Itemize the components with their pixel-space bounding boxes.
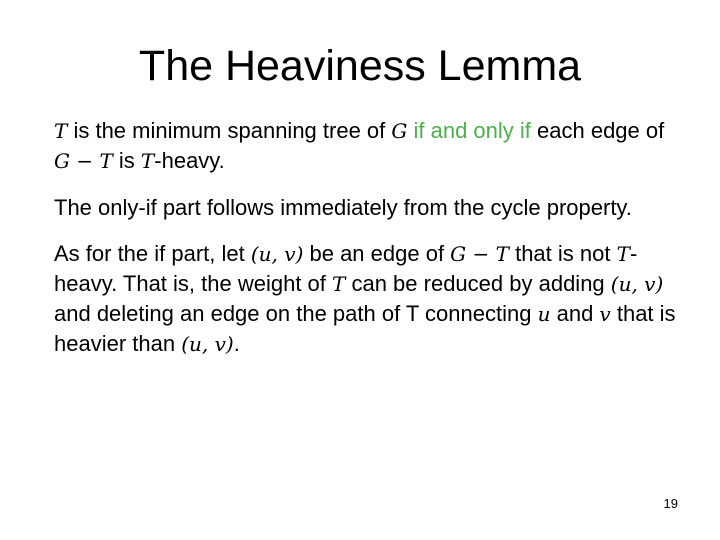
math-text: G − T <box>450 242 509 266</box>
body-text: The only-if part follows immediately from the cycle property. <box>54 195 632 220</box>
math-text: v <box>599 302 611 326</box>
body-text: -heavy. That is, the weight of <box>54 241 638 296</box>
body-text: and <box>550 301 600 326</box>
page-number: 19 <box>663 496 678 511</box>
body-text: is <box>112 148 141 173</box>
body-text: that is not <box>508 241 617 266</box>
math-text: u <box>537 302 551 326</box>
paragraph-if-part <box>54 239 684 359</box>
slide-body <box>54 116 684 359</box>
highlight-text: if and only if <box>413 118 531 143</box>
paragraph-only-if-part <box>54 193 684 222</box>
body-text: -heavy. <box>154 148 225 173</box>
math-text: T <box>332 272 346 296</box>
math-text: (u, v) <box>250 242 304 266</box>
body-text: . <box>233 331 240 356</box>
math-text: G − T <box>54 149 113 173</box>
body-text: can be reduced by adding <box>345 271 611 296</box>
body-text: that is heavier than <box>54 301 676 356</box>
math-text: (u, v) <box>610 272 664 296</box>
body-text: be an edge of <box>303 241 451 266</box>
math-text: T <box>54 119 68 143</box>
slide-title: The Heaviness Lemma <box>138 42 582 90</box>
paragraph-lemma-statement <box>54 116 684 176</box>
math-text: T <box>616 242 630 266</box>
body-text: is the minimum spanning tree of <box>67 118 392 143</box>
math-text: G <box>391 119 408 143</box>
math-text: T <box>140 149 155 173</box>
body-text: each edge of <box>530 118 665 143</box>
body-text: and deleting an edge on the path of T connecting <box>54 301 538 326</box>
body-text: As for the if part, let <box>54 241 251 266</box>
math-text: (u, v) <box>181 332 234 356</box>
